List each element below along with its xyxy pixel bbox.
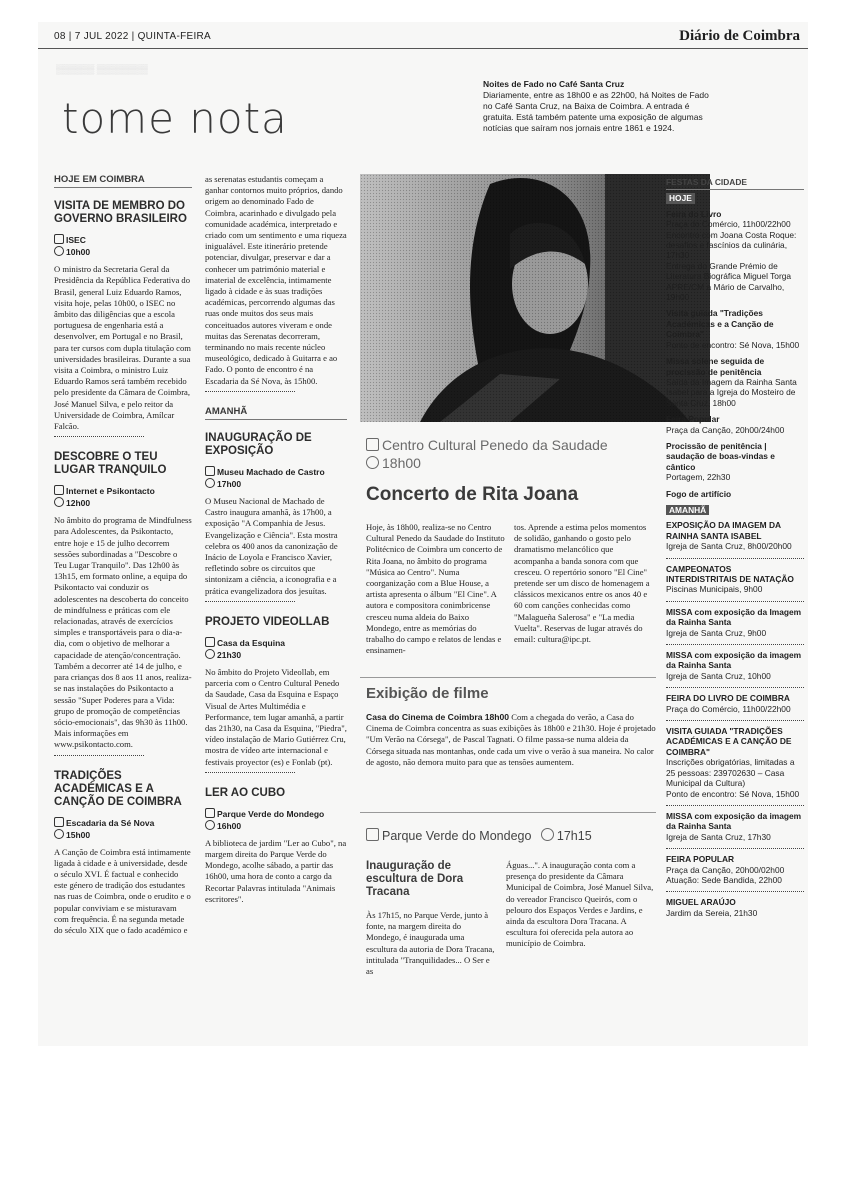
article-body: A Canção de Coimbra está intimamente ligada à cidade e à universidade, desde o século XVI. É factual e conhecido este género de tradição dos estudantes nas ruas de Coimbra, onde o erudito e o popular conviviam e se misturavam com frequência. É na segunda metade do século XIX que o fado académico e [54, 846, 191, 935]
article-heading: VISITA DE MEMBRO DO GOVERNO BRASILEIRO [54, 200, 187, 226]
sidebar-event-title: EXPOSIÇÃO DA IMAGEM DA RAINHA SANTA ISABEL [666, 520, 781, 541]
divider [666, 891, 804, 892]
divider [205, 391, 295, 392]
section-title: tome nota [62, 94, 288, 143]
sidebar-event-details: Praça da Canção, 20h00/24h00 [666, 424, 785, 435]
location-icon [54, 485, 64, 495]
article-heading: INAUGURAÇÃO DE EXPOSIÇÃO [205, 432, 312, 458]
sidebar-event-title: Missa solene seguida de procissão de penitência [666, 356, 765, 377]
clock-icon [54, 829, 64, 839]
page-info: 08 | 7 JUL 2022 | QUINTA-FEIRA [54, 31, 212, 42]
sidebar-event-details: Igreja de Santa Cruz, 8h00/20h00 [666, 541, 792, 552]
sidebar-event [666, 489, 804, 499]
sidebar-event-title: MISSA com exposição da imagem da Rainha Santa [666, 650, 802, 671]
section-label-tomorrow: AMANHÃ [205, 406, 347, 420]
divider [666, 644, 804, 645]
tomorrow-badge: AMANHÃ [666, 505, 709, 515]
feature-body-right: tos. Aprende a estima pelos momentos de solidão, ganhando o gosto pelo dramatismo melancólico que acompanha a banda sonora com que cresceu. O repertório sonoro "El Cine" pretende ser um disco de homenagem a clássicos mexicanos entre os anos 40 e 60 com canções conhecidas como "Malagueña Salerosa" e "La media Vuelta". Reservas de lugar através do email: cultura@ipc.pt. [514, 522, 650, 645]
sidebar-event-details: Igreja de Santa Cruz, 17h30 [666, 831, 771, 842]
clock-icon [205, 478, 215, 488]
clock-icon [366, 456, 379, 469]
divider [54, 436, 144, 437]
location-icon [205, 808, 215, 818]
clock-icon [205, 820, 215, 830]
clock-icon [54, 497, 64, 507]
sculpture-body-left: Às 17h15, no Parque Verde, junto à fonte, na margem direita do Mondego, é inaugurada uma escultura da autoria de Dora Tracana, intitulada "Tranquilidades... O Ser e as [366, 910, 495, 977]
sidebar-event-title: Feira Popular [666, 414, 720, 425]
sidebar-event-details: Ponto de encontro: Sé Nova, 15h00 [666, 339, 800, 350]
section-label-today: HOJE EM COIMBRA [54, 174, 192, 188]
newspaper-logo: Diário de Coimbra [679, 28, 800, 44]
divider [360, 812, 656, 813]
sidebar-event-details: Saída da Imagem da Rainha Santa Isabel para a Igreja do Mosteiro de Santa Cruz, 18h00 [666, 376, 797, 408]
article-body-continued: as serenatas estudantis começam a ganhar contornos muito próprios, dando origem ao denominado Fado de Coimbra, acarinhado e divulgado pela comunidade académica, interpretado e criado com um sentimento e uma riqueza inigualável. Este itinerário pretende potenciar, divulgar, preservar e dar a conhecer um património material e imaterial de excelência, intimamente ligado à cidade e às suas tradições académicas, percorrendo algumas das ruas onde muitos dos seus mais conceituados autores viveram e onde muitas das Serenatas decorreram, terminando no mais recente núcleo museológico, dedicado à Guitarra e ao Fado. O ponto de encontro é na Escadaria da Sé Nova, às 15h00. [205, 174, 347, 386]
article-heading: DESCOBRE O TEU LUGAR TRANQUILO [54, 451, 167, 477]
sculpture-body-right: Águas...". A inauguração conta com a presença do presidente da Câmara Municipal de Coimbra, José Manuel Silva, do vereador Francisco Queirós, com o pelouro dos Espaços Verdes e Jardins, e ainda da escultora Dora Tracana. A escultura foi oferecida pela autora ao município de Coimbra. [506, 860, 654, 949]
sidebar-event-title: MISSA com exposição da Imagem da Rainha Santa [666, 606, 802, 628]
singer-portrait-image [360, 174, 710, 422]
clock-icon [54, 246, 64, 256]
location-icon [205, 637, 215, 647]
sidebar-event-details: Portagem, 22h30 [666, 472, 731, 483]
location-icon [54, 234, 64, 244]
article-body: O ministro da Secretaria Geral da Presidência da República Federativa do Brasil, general Luiz Eduardo Ramos, visita hoje, pelas 10h00, o ISEC no âmbito das diligências que a escola portuguesa de engenharia está a desenvolver, em Portugal e no Brasil, para ter cursos com dupla titulação com universidades brasileiras. Durante a sua visita a Coimbra, o ministro Luiz Eduardo Ramos será também recebido pelo presidente da Câmara de Coimbra, José Manuel Silva, e pelo reitor da Universidade de Coimbra, Amílcar Falcão. [54, 264, 191, 432]
article-body: O Museu Nacional de Machado de Castro inaugura amanhã, às 17h00, a exposição "A Companhia de Jesus. Evangelização e Ciência". Esta mostra celebra os 400 anos da canonização de Inácio de Loyola e Francisco Xavier, refletindo sobre os circuitos que sintonizam a ciência, a iconografia e a prática evangelizadora dos jesuítas. [205, 496, 338, 596]
sidebar-event-details: Igreja de Santa Cruz, 9h00 [666, 627, 767, 638]
clock-icon [205, 649, 215, 659]
clock-icon [541, 828, 554, 841]
article-body: No âmbito do programa de Mindfulness para Adolescentes, da Psikontacto, entre hoje e 15 de julho decorrem sessões subordinadas a "Descobre o Teu Lugar Tranquilo". Das 12h00 às 13h15, em formato online, a equipa do Psikontacto vai conduzir os adolescentes na descoberta do conceito de mindfulness e práticas com ele relacionadas, através de exercícios simples e transportáveis para o dia-a-dia, com o objetivo de melhorar a capacidade de atenção/concentração. Também a decorrer até 14 de julho, e para crianças dos 8 aos 11 anos, realiza-se nas instalações do Psikontacto a sessão "Super Poderes para a Vida: grupo de promoção de competências sócio-emocionais", das 9h30 às 11h00. Mais informações em www.psikontacto.com. [54, 515, 192, 750]
sidebar-event [666, 414, 804, 435]
sculpture-time: 17h15 [556, 829, 592, 843]
sidebar-event [666, 520, 804, 551]
sidebar-event [666, 693, 804, 714]
location-icon [54, 817, 64, 827]
film-title: Exibição de filme [366, 685, 489, 702]
sidebar-event-title: Feira do Livro [666, 208, 722, 219]
caption-text: Diariamente, entre as 18h00 e as 22h00, há Noites de Fado no Café Santa Cruz, na Baixa de Coimbra. A entrada é gratuita. Está também patente uma exposição de algumas notícias que saíram nos jornais entre 1861 e 1924. [483, 90, 709, 133]
sidebar-event [666, 650, 804, 681]
sidebar-event-details: Praça da Canção, 20h00/02h00 Atuação: Sede Bandida, 22h00 [666, 864, 785, 885]
article-meta: Internet e Psikontacto 12h00 [54, 485, 192, 509]
sidebar-event [666, 607, 804, 638]
divider [666, 720, 804, 721]
location-icon [366, 828, 379, 841]
column-2 [205, 174, 347, 907]
sidebar-event-details: Praça do Comércio, 11h00/22h00 [666, 703, 791, 714]
sidebar-event [666, 564, 804, 595]
divider [666, 558, 804, 559]
article-meta: Parque Verde do Mondego 16h00 [205, 808, 347, 832]
sidebar-event-title: Visita guiada "Tradições Académicas e a Canção de Coimbra" [666, 308, 774, 340]
caption-title: Noites de Fado no Café Santa Cruz [483, 79, 625, 89]
sidebar-event [666, 854, 804, 885]
divider [666, 601, 804, 602]
sidebar-event-title: MIGUEL ARAÚJO [666, 897, 736, 908]
film-venue: Casa do Cinema de Coimbra [366, 712, 483, 722]
feature-time: 18h00 [382, 455, 421, 471]
page-header [38, 26, 808, 49]
article-heading: LER AO CUBO [205, 786, 286, 799]
tomorrow-event-list [666, 520, 804, 918]
today-event-list [666, 209, 804, 499]
divider [666, 805, 804, 806]
article-meta: Escadaria da Sé Nova 15h00 [54, 817, 192, 841]
feature-venue: Centro Cultural Penedo da Saudade [382, 437, 608, 453]
article-meta: ISEC 10h00 [54, 234, 192, 258]
festivities-sidebar [666, 177, 804, 924]
sidebar-event-details: Jardim da Sereia, 21h30 [666, 907, 758, 918]
article-body: No âmbito do Projeto Videollab, em parceria com o Centro Cultural Penedo da Saudade, Casa da Esquina e Espaço Visual de Artes Multimédia e Performance, tem lugar amanhã, a partir das 21h30, na Casa da Esquina, "Piedra", vídeo instalação de Mario Gutiérrez Cru, mostra de vídeo arte internacional e festivais proyector (es) e Fonlab (pt). [205, 666, 347, 767]
sidebar-event [666, 209, 804, 303]
divider [666, 687, 804, 688]
location-icon [205, 466, 215, 476]
divider [360, 677, 656, 678]
sidebar-event-title: FEIRA DO LIVRO DE COIMBRA [666, 693, 790, 704]
sidebar-event [666, 811, 804, 842]
column-1 [54, 174, 192, 938]
film-time: 18h00 [484, 712, 510, 722]
sidebar-event [666, 356, 804, 408]
article-heading: PROJETO VIDEOLLAB [205, 615, 330, 628]
sidebar-event [666, 441, 804, 483]
sidebar-event [666, 726, 804, 799]
sidebar-event-title: Fogo de artifício [666, 488, 732, 499]
sidebar-event-details: Inscrições obrigatórias, limitadas a 25 pessoas: 239702630 – Casa Municipal da Cultura) Ponto de encontro: Sé Nova, 15h00 [666, 757, 800, 799]
sidebar-event-title: VISITA GUIADA "TRADIÇÕES ACADÉMICAS E A CANÇÃO DE COIMBRA" [666, 726, 792, 757]
divider [205, 772, 295, 773]
article-meta: Casa da Esquina 21h30 [205, 637, 347, 661]
sidebar-event-details: Praça do Comércio, 11h00/22h00 Encontro com Joana Costa Roque: desafios e fascínios da culinária, 17h30 Entrega do Grande Prémio de Literatura Biográfica Miguel Torga APRE/CM a Mário de Carvalho, 19h00 [666, 219, 797, 303]
sidebar-event-title: CAMPEONATOS INTERDISTRITAIS DE NATAÇÃO [666, 563, 794, 584]
divider [205, 601, 295, 602]
feature-title: Concerto de Rita Joana [366, 484, 579, 505]
sidebar-event [666, 308, 804, 350]
sidebar-event-details: Igreja de Santa Cruz, 10h00 [666, 670, 771, 681]
film-article [366, 712, 656, 770]
feature-venue-line [366, 436, 608, 472]
sculpture-venue: Parque Verde do Mondego [382, 829, 532, 843]
divider [54, 755, 144, 756]
location-icon [366, 438, 379, 451]
sidebar-label: FESTAS DA CIDADE [666, 177, 804, 190]
sidebar-event-title: MISSA com exposição da imagem da Rainha Santa [666, 810, 802, 832]
bleed-through-text: ▒▒▒▒▒▒ ▒▒▒▒▒▒▒▒ [56, 64, 148, 74]
sidebar-event-details: Piscinas Municipais, 9h00 [666, 584, 763, 595]
sidebar-event-title: Procissão de penitência | saudação de boas-vindas e cântico [666, 440, 775, 472]
sculpture-venue-line [366, 827, 592, 845]
article-body: A biblioteca de jardim "Ler ao Cubo", na margem direita do Parque Verde do Mondego, acolhe sábado, a partir das 16h00, uma hora de conto a cargo da Recortar Palavras intitulada "Animais escritores". [205, 837, 347, 904]
film-body: Com a chegada do verão, a Casa do Cinema de Coimbra concentra as suas exibições às 18h00 e 21h30. Hoje é projetado "Um Verão na Córsega", de Pascal Tagnati. O filme passa-se numa aldeia da Córsega situada nas montanhas, onde cada um vive o verão à sua maneira. No calor de agosto, não demora muito para que as tensões aumentem. [366, 712, 656, 767]
singer-photo [360, 174, 710, 422]
article-meta: Museu Machado de Castro 17h00 [205, 466, 347, 490]
sidebar-event-title: FEIRA POPULAR [666, 854, 735, 865]
divider [666, 848, 804, 849]
sculpture-title: Inauguração de escultura de Dora Tracana [366, 860, 464, 898]
feature-body-left: Hoje, às 18h00, realiza-se no Centro Cultural Penedo da Saudade do Instituto Politécnico de Coimbra um concerto de Rita Joana, no âmbito do programa "Música ao Centro". Numa coorganização com a Blue House, a artista apresenta o álbum "El Cine". A autora e compositora conimbricense cresceu numa aldeia do Baixo Mondego, entre as memórias do trabalho do campo e relatos de lendas e ensinamen- [366, 522, 505, 656]
photo-caption [483, 79, 713, 134]
article-heading: TRADIÇÕES ACADÉMICAS E A CANÇÃO DE COIMBRA [54, 769, 182, 808]
sidebar-event [666, 897, 804, 918]
newspaper-page [38, 22, 808, 1046]
today-badge: HOJE [666, 193, 695, 203]
